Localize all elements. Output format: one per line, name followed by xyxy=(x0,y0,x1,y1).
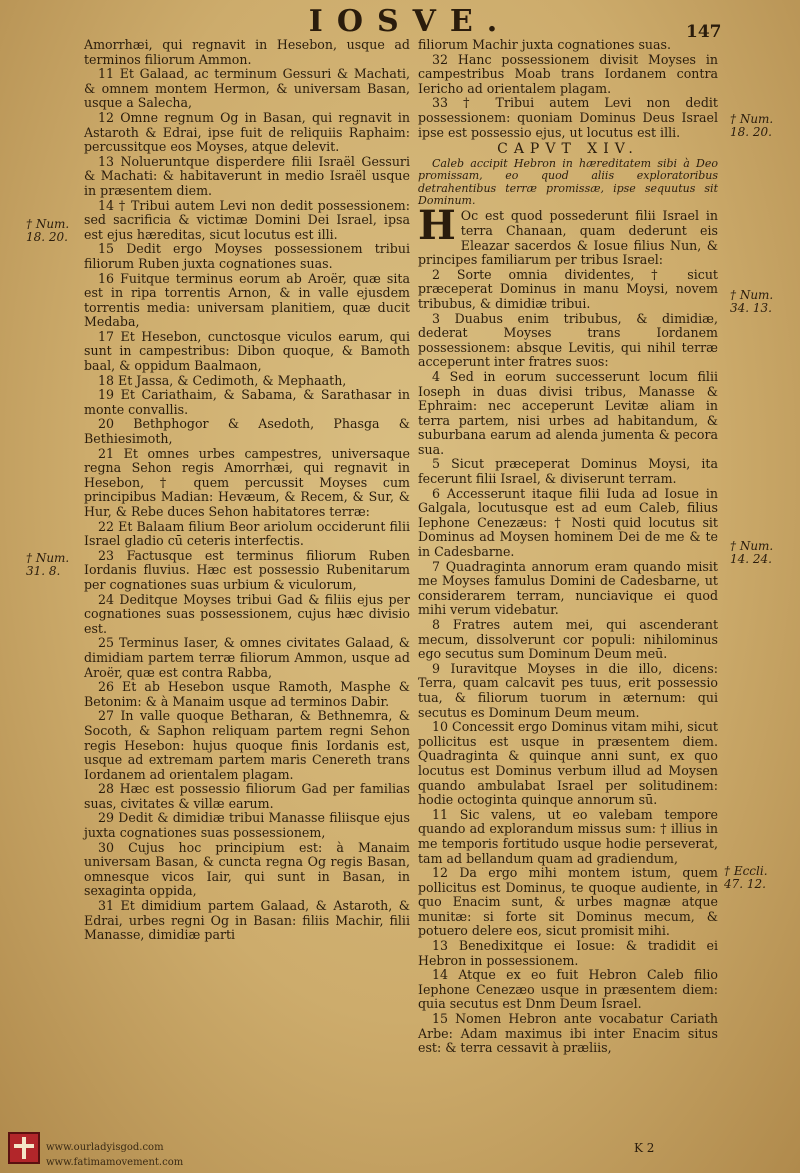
right-column-top xyxy=(418,38,718,140)
verse-paragraph: 30 Cujus hoc principium est: à Manaim universam Basan, & cuncta regna Og regis Basan, omnesque vicos Iair, qui sunt in Basan, in sexaginta oppida, xyxy=(84,839,410,899)
drop-cap: H xyxy=(418,202,456,250)
margin-note: † Num. 18. 20. xyxy=(730,112,774,139)
verse-paragraph: 25 Terminus Iaser, & omnes civitates Galaad, & dimidiam partem terræ filiorum Ammon, usque ad Aroër, quæ est contra Rabba, xyxy=(84,635,410,680)
verse-paragraph: 7 Quadraginta annorum eram quando misit me Moyses famulus Domini de Cadesbarne, ut considerarem terram, nunciavique ei quod mihi verum videbatur. xyxy=(418,558,718,618)
verse-paragraph: Amorrhæi, qui regnavit in Hesebon, usque ad terminos filiorum Ammon. xyxy=(84,37,410,67)
footer-url-2[interactable]: www.fatimamovement.com xyxy=(46,1157,184,1168)
verse-paragraph: 21 Et omnes urbes campestres, universaque regna Sehon regis Amorrhæi, qui regnavit in Hesebon, † quem percussit Moyses cum principibus Madian: Hevæum, & Recem, & Sur, & Hur, & Rebe duces Sehon habitatores terræ: xyxy=(84,445,410,519)
running-title: IOSVE. xyxy=(308,4,512,39)
verse-paragraph: 29 Dedit & dimidiæ tribui Manasse filiisque ejus juxta cognationes suas possessionem, xyxy=(84,810,410,841)
verse-paragraph: 14 Atque ex eo fuit Hebron Caleb filio Iephone Cenezæo usque in præsentem diem: quia secutus est Dnm Deum Israel. xyxy=(418,967,718,1012)
verse-paragraph: 33 † Tribui autem Levi non dedit possessionem: quoniam Dominus Deus Israel ipse est possessio ejus, ut locutus est illi. xyxy=(418,95,718,140)
verse-paragraph: 5 Sicut præceperat Dominus Moysi, ita fecerunt filii Israel, & diviserunt terram. xyxy=(418,456,718,487)
verse-paragraph: 10 Concessit ergo Dominus vitam mihi, sicut pollicitus est usque in præsentem diem. Quadraginta & quinque anni sunt, ex quo locutus est Dominus verbum illud ad Moysen quando ambulabat Israel per solitudinem: hodie octoginta quinque annorum sū. xyxy=(418,719,718,808)
verse-paragraph: 20 Bethphogor & Asedoth, Phasga & Bethiesimoth, xyxy=(84,416,410,447)
right-column xyxy=(418,38,718,1056)
signature-mark: K 2 xyxy=(634,1141,655,1155)
cross-emblem-icon xyxy=(10,1134,38,1162)
verse-paragraph: 16 Fuitque terminus eorum ab Aroër, quæ sita est in ripa torrentis Arnon, & in valle ejusdem torrentis media: universam planitiem, quæ ducit Medaba, xyxy=(84,270,410,330)
verse-paragraph: 28 Hæc est possessio filiorum Gad per familias suas, civitates & villæ earum. xyxy=(84,781,410,811)
margin-note: † Num. 34. 13. xyxy=(730,288,774,315)
verse-paragraph: 19 Et Cariathaim, & Sabama, & Sarathasar in monte convallis. xyxy=(84,387,410,417)
left-column xyxy=(84,38,410,943)
chapter-heading: CAPVT XIV. xyxy=(497,141,639,158)
verse-paragraph: 18 Et Jassa, & Cedimoth, & Mephaath, xyxy=(98,372,347,388)
chapter-first-verse xyxy=(418,202,718,268)
verse-paragraph: filiorum Machir juxta cognationes suas. xyxy=(418,37,671,52)
margin-note: † Num. 31. 8. xyxy=(26,551,70,578)
verse-paragraph: 31 Et dimidium partem Galaad, & Astaroth, & Edrai, urbes regni Og in Basan: filiis Machir, filii Manasse, dimidiæ parti xyxy=(84,898,410,943)
right-column-bottom xyxy=(418,268,718,1056)
verse-paragraph: 9 Iuravitque Moyses in die illo, dicens: Terra, quam calcavit pes tuus, erit possessio tua, & filiorum tuorum in æternum: qui secutus es Dominum Deum meum. xyxy=(418,660,718,720)
verse-paragraph: 32 Hanc possessionem divisit Moyses in campestribus Moab trans Iordanem contra Iericho ad orientalem plagam. xyxy=(418,51,718,96)
verse-paragraph: 22 Et Balaam filium Beor ariolum occiderunt filii Israel gladio cū ceteris interfectis. xyxy=(84,518,410,549)
verse-paragraph: 14 † Tribui autem Levi non dedit possessionem: sed sacrificia & victimæ Domini Dei Israel, ipsa est ejus hæreditas, sicut locutus est illi. xyxy=(84,197,410,242)
verse-paragraph: 3 Duabus enim tribubus, & dimidiæ, dederat Moyses trans Iordanem possessionem: absque Levitis, qui nihil terræ acceperunt inter fratres suos: xyxy=(418,310,718,370)
verse-paragraph: 23 Factusque est terminus filiorum Ruben Iordanis fluvius. Hæc est possessio Rubenitarum per cognationes suas urbium & viculorum, xyxy=(84,547,410,592)
verse-paragraph: 12 Omne regnum Og in Basan, qui regnavit in Astaroth & Edrai, ipse fuit de reliquiis Raphaim: percussitque eos Moyses, atque delevit. xyxy=(84,109,410,155)
margin-note: † Eccli. 47. 12. xyxy=(724,864,768,891)
verse-paragraph: 13 Benedixitque ei Iosue: & tradidit ei Hebron in possessionem. xyxy=(418,938,718,968)
verse-paragraph: 2 Sorte omnia dividentes, † sicut præceperat Dominus in manu Moysi, novem tribubus, & dimidiæ tribui. xyxy=(418,266,718,311)
verse-paragraph: 11 Et Galaad, ac terminum Gessuri & Machati, & omnem montem Hermon, & universam Basan, usque a Salecha, xyxy=(84,66,410,111)
verse-paragraph: 15 Nomen Hebron ante vocabatur Cariath Arbe: Adam maximus ibi inter Enacim situs est: & terra cessavit à præliis, xyxy=(418,1011,718,1056)
verse-paragraph: 8 Fratres autem mei, qui ascenderant mecum, dissolverunt cor populi: nihilominus ego secutus sum Dominum Deum meū. xyxy=(418,617,718,662)
verse-paragraph: 11 Sic valens, ut eo valebam tempore quando ad explorandum missus sum: † illius in me temporis fortitudo usque hodie perseverat, tam ad bellandum quam ad gradiendum, xyxy=(418,806,718,866)
verse-paragraph: 24 Deditque Moyses tribui Gad & filiis ejus per cognationes suas possessionem, cujus hæc divisio est. xyxy=(84,591,410,636)
chapter-summary: Caleb accipit Hebron in hæreditatem sibi à Deo promissam, eo quod aliis exploratoribus detrahentibus terræ promissæ, ipse sequutus sit Dominum. xyxy=(418,156,718,207)
margin-note: † Num. 14. 24. xyxy=(730,539,774,566)
verse-paragraph: 4 Sed in eorum successerunt locum filii Ioseph in duas divisi tribus, Manasse & Ephraim: nec acceperunt Levitæ aliam in terra partem, nisi urbes ad habitandum, & suburbana earum ad alenda jumenta & pecora sua. xyxy=(418,368,718,457)
verse-paragraph: 27 In valle quoque Betharan, & Bethnemra, & Socoth, & Saphon reliquam partem regni Sehon regis Hesebon: hujus quoque finis Iordanis est, usque ad extremam partem maris Cenereth trans Iordanem ad orientalem plagam. xyxy=(84,708,410,782)
footer-url-1[interactable]: www.ourladyisgod.com xyxy=(46,1142,164,1153)
verse-paragraph: 13 Nolueruntque disperdere filii Israël Gessuri & Machati: & habitaverunt in medio Israël usque in præsentem diem. xyxy=(84,153,410,198)
margin-note: † Num. 18. 20. xyxy=(26,217,70,244)
verse-paragraph: 15 Dedit ergo Moyses possessionem tribui filiorum Ruben juxta cognationes suas. xyxy=(84,241,410,271)
verse-paragraph: 17 Et Hesebon, cunctosque viculos earum, qui sunt in campestribus: Dibon quoque, & Bamoth baal, & oppidum Baalmaon, xyxy=(84,328,410,374)
verse-paragraph: 6 Accesserunt itaque filii Iuda ad Iosue in Galgala, locutusque est ad eum Caleb, filius Iephone Cenezæus: † Nosti quid locutus sit Dominus ad Moysen hominem Dei de me & te in Cadesbarne. xyxy=(418,485,718,560)
verse-paragraph: 26 Et ab Hesebon usque Ramoth, Masphe & Betonim: & à Manaim usque ad terminos Dabir. xyxy=(84,679,410,709)
site-logo xyxy=(8,1132,40,1164)
verse-paragraph: 12 Da ergo mihi montem istum, quem pollicitus est Dominus, te quoque audiente, in quo Enacim sunt, & urbes magnæ atque munitæ: si forte sit Dominus mecum, & potuero delere eos, sicut promisit mihi. xyxy=(418,865,718,939)
page-number: 147 xyxy=(686,22,722,42)
first-verse-text: Oc est quod possederunt filii Israel in terra Chanaan, quam dederunt eis Eleazar sacerdos & Iosue filius Nun, & principes familiarum per tribus Israel: xyxy=(418,208,718,268)
